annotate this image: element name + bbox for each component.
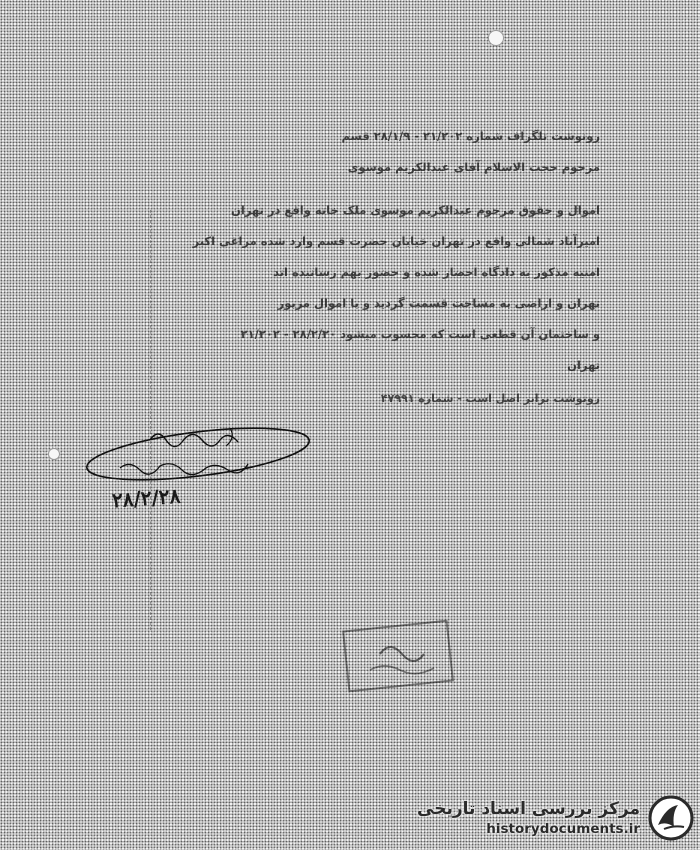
handwritten-signature bbox=[80, 420, 310, 490]
certification-line: رونوشت برابر اصل است - شماره ۴۷۹۹۱ bbox=[380, 392, 600, 405]
archive-watermark-logo bbox=[414, 794, 694, 842]
text-line: و ساختمان آن قطعی است که محسوب میشود ۲۸/۲/۲۰ - ۲۱/۲۰۲ bbox=[240, 327, 600, 341]
addressee-line: مرحوم حجت الاسلام آقای عبدالکریم موسوی bbox=[347, 160, 600, 174]
punch-hole bbox=[48, 448, 60, 460]
faded-stamp bbox=[340, 614, 460, 694]
text-line: امیرآباد شمالی واقع در تهران خیابان حضرت قسم وارد شده مراغی اکبر bbox=[192, 234, 600, 248]
header-line: رونوشت تلگراف شماره ۲۱/۲۰۲ - ۲۸/۱/۹ قسم bbox=[341, 129, 600, 143]
handwritten-date: ۲۸/۲/۲۸ bbox=[111, 483, 182, 513]
logo-title: مرکز بررسی اسناد تاریخی bbox=[417, 799, 640, 819]
logo-url: historydocuments.ir bbox=[486, 821, 640, 837]
text-line: امنیه مذکور به دادگاه احضار شده و حضور بهم رسانیده اند bbox=[273, 265, 600, 279]
text-line: تهران و اراضی به مساحت قسمت گردید و با اموال مزبور bbox=[277, 296, 600, 310]
logo-text bbox=[417, 798, 640, 838]
book-emblem-icon bbox=[648, 795, 694, 841]
document-body bbox=[88, 128, 600, 400]
punch-hole bbox=[488, 30, 504, 46]
text-line: تهران bbox=[567, 358, 600, 372]
text-line: اموال و حقوق مرحوم عبدالکریم موسوی ملک خانه واقع در تهران bbox=[231, 203, 600, 217]
